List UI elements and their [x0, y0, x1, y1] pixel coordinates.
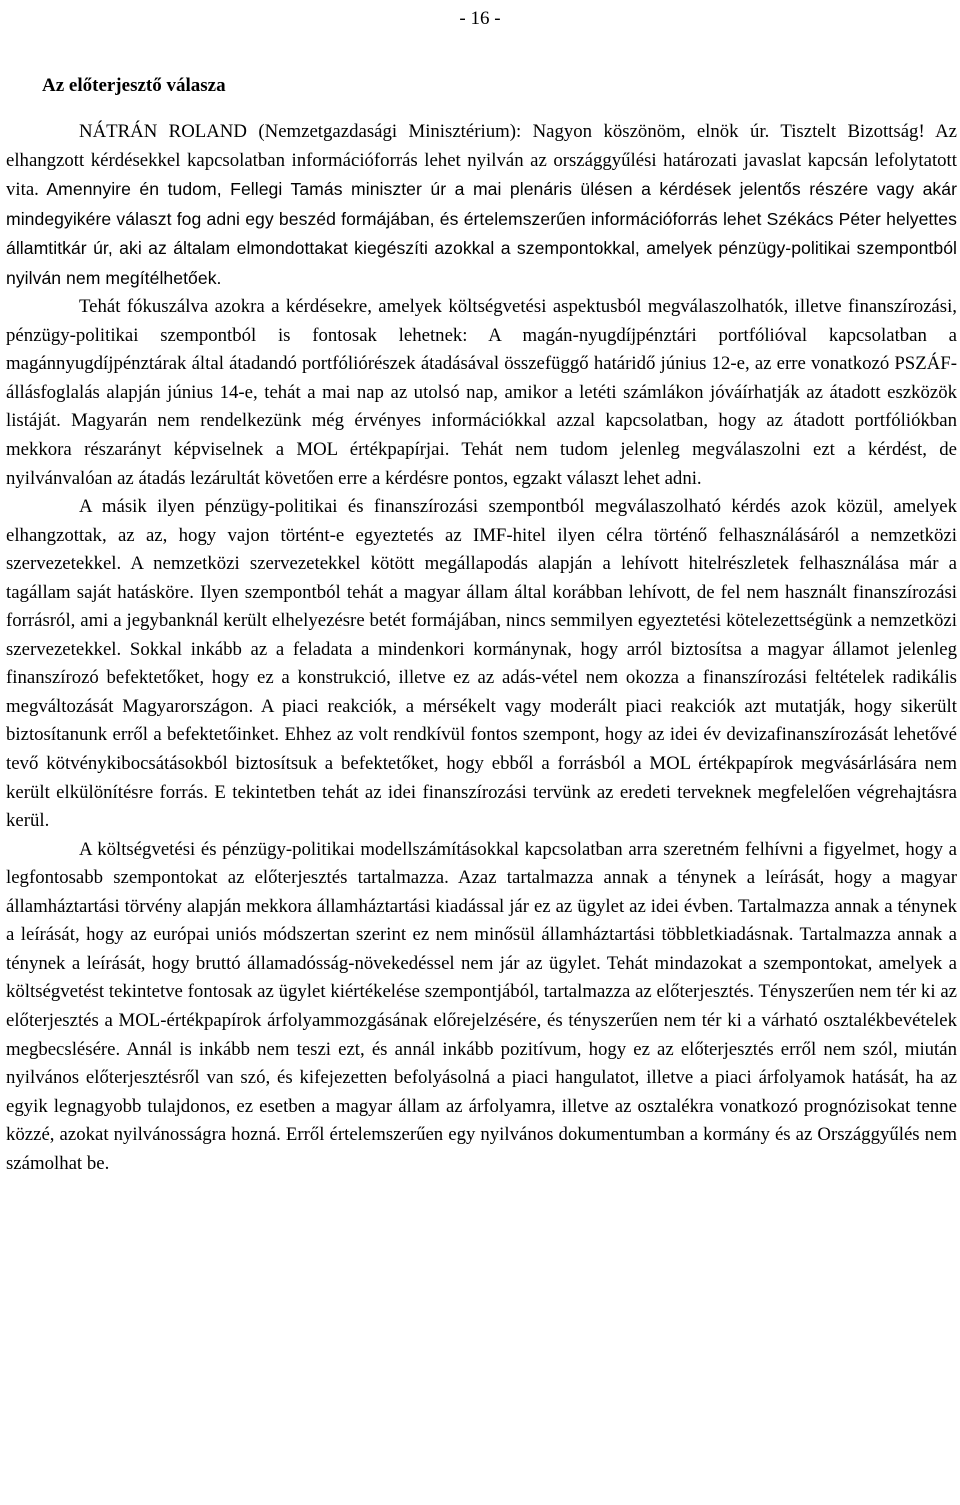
paragraph-2 — [6, 293, 957, 493]
section-heading: Az előterjesztő válasza — [42, 75, 226, 96]
paragraph-2-text: Tehát fókuszálva azokra a kérdésekre, amelyek költségvetési aspektusból megválaszolhatók, illetve finanszírozási, pénzügy-politikai szempontból is fontosak lehetnek: A magán-nyugdíjpénztári portfólióval kapcsolatban a magánnyugdíjpénztárak által átadandó portfóliórészek átadásával összefüggő határidő június 12-e, az erre vonatkozó PSZÁF-állásfoglalás alapján június 14-e, tehát a mai nap az utolsó nap, amikor a letéti számlákon jóváírhatják az átadott eszközök listáját. Magyarán nem rendelkezünk még érvényes információkkal azzal kapcsolatban, hogy az átadott portfóliókban mekkora részarányt képviselnek a MOL értékpapírjai. Tehát nem tudom jelenleg megválaszolni ezt a kérdést, de nyilvánvalóan az átadás lezárultát követően erre a kérdésre pontos, egzakt választ lehet adni. — [6, 296, 957, 489]
paragraph-1 — [6, 118, 957, 293]
paragraph-3 — [6, 493, 957, 836]
paragraph-4-text: A költségvetési és pénzügy-politikai modellszámításokkal kapcsolatban arra szeretném felhívni a figyelmet, hogy a legfontosabb szempontokat az előterjesztés tartalmazza. Azaz tartalmazza annak a ténynek a leírását, hogy a magyar államháztartási törvény alapján mekkora államháztartási kiadással jár ez az ügylet az idei évben. Tartalmazza annak a ténynek a leírását, hogy az európai uniós módszertan szerint ez nem minősül államháztartási többletkiadásnak. Tartalmazza annak a ténynek a leírását, hogy bruttó államadósság-növekedéssel nem jár az ügylet. Tehát mindazokat a szempontokat, amelyek a költségvetést tekintetve fontosak az ügylet kiértékelése szempontjából, tartalmazza az előterjesztés. Tényszerűen nem tér ki az előterjesztés a MOL-értékpapírok árfolyammozgásának előrejelzésére, és tényszerűen nem tér ki a várható osztalékbevételek megbecslésére. Annál is inkább nem teszi ezt, és annál inkább pozitívum, hogy ez az előterjesztés erről nem szól, miután nyilvános előterjesztésről van szó, és kifejezetten befolyásolná a piaci hangulatot, illetve a piaci árfolyamok hatását, ha az egyik legnagyobb tulajdonos, ez esetben a magyar állam az árfolyamra, illetve az osztalékra vonatkozó prognózisokat tenne közzé, azokat nyilvánosságra hozná. Erről értelemszerűen egy nyilvános dokumentumban a kormány és az Országgyűlés nem számolhat be. — [6, 838, 957, 1174]
paragraph-3-text: A másik ilyen pénzügy-politikai és finanszírozási szempontból megválaszolható kérdés azok közül, amelyek elhangzottak, az az, hogy vajon történt-e egyeztetés az IMF-hitel ilyen célra történő felhasználásáról a nemzetközi szervezetekkel. A nemzetközi szervezetekkel kötött megállapodás alapján a lehívott hitelrészletek felhasználása már a tagállam saját hatásköre. Ilyen szempontból tehát a magyar állam által korábban lehívott, de fel nem használt finanszírozási forrásról, ami a jegybanknál került elhelyezésre betét formájában, nincs semmilyen egyeztetési kötelezettségünk a nemzetközi szervezetekkel. Sokkal inkább az a feladata a mindenkori kormánynak, hogy arról biztosítsa a magyar államot jelenleg finanszírozó befektetőket, hogy ez a konstrukció, illetve ez az adás-vétel nem okozza a finanszírozási feltételek radikális megváltozását Magyarországon. A piaci reakciók, a mérsékelt vagy moderált piaci reakciók azt mutatják, hogy sikerült biztosítanunk erről a befektetőinket. Ehhez az volt rendkívül fontos szempont, hogy az idei év devizafinanszírozását lehetővé tevő kötvénykibocsátásokból biztosítsuk a befektetőket, hogy ebből a forrásból a MOL értékpapírok megvásárlására nem került elkülönítésre forrás. E tekintetben tehát az idei finanszírozási tervünk az eredeti terveknek megfelelően végrehajtásra kerül. — [6, 496, 957, 832]
document-body — [6, 118, 957, 1178]
paragraph-4 — [6, 836, 957, 1179]
paragraph-1-serif-text: NÁTRÁN ROLAND (Nemzetgazdasági Minisztérium): Nagyon köszönöm, elnök úr. Tisztelt Bizottság! Az elhangzott kérdésekkel kapcsolatban információforrás lehet nyilván az országgyűlési határozati javaslat kapcsán lefolytatott vita. — [6, 121, 957, 201]
paragraph-1-sans-text: Amennyire én tudom, Fellegi Tamás miniszter úr a mai plenáris ülésen a kérdések jelentős részére vagy akár mindegyikére választ fog adni egy beszéd formájában, és értelemszerűen információforrás lehet Székács Péter helyettes államtitkár úr, aki az általam elmondottakat kiegészíti azokkal a szempontokkal, amelyek pénzügy-politikai szempontból nyilván nem megítélhetőek. — [6, 179, 957, 288]
page-number: - 16 - — [459, 8, 501, 29]
